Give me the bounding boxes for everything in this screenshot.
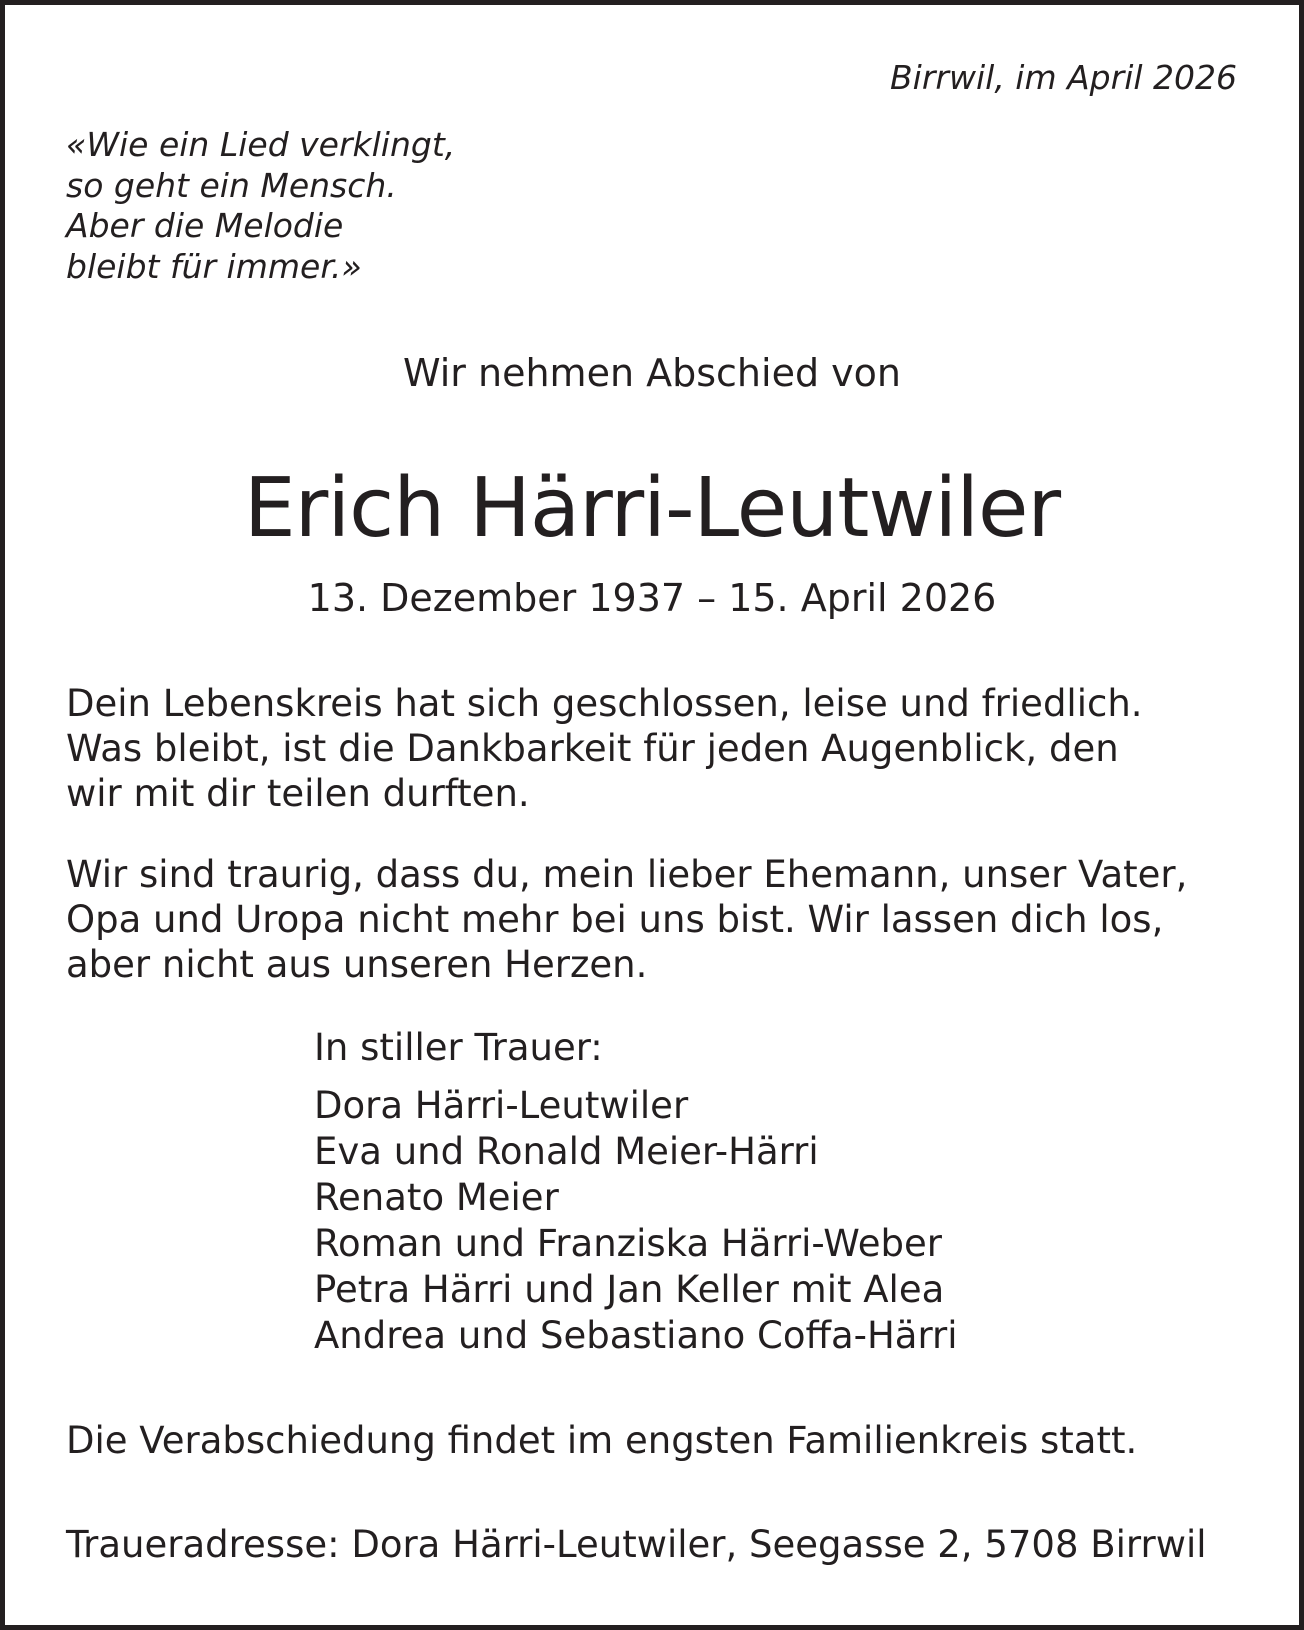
life-dates: 13. Dezember 1937 – 15. April 2026: [307, 576, 997, 620]
place-date: Birrwil, im April 2026: [890, 58, 1237, 97]
farewell-note: Die Verabschiedung findet im engsten Familienkreis statt.: [66, 1419, 1138, 1462]
paragraph-line: Opa und Uropa nicht mehr bei uns bist. Wir lassen dich los,: [66, 898, 1164, 941]
mourner-name: Renato Meier: [314, 1176, 559, 1219]
paragraph-life-circle: [66, 681, 1143, 816]
paragraph-line: wir mit dir teilen durften.: [66, 772, 530, 815]
mourner-name: Eva und Ronald Meier-Härri: [314, 1130, 819, 1173]
mourning-address: Traueradresse: Dora Härri-Leutwiler, Seegasse 2, 5708 Birrwil: [66, 1523, 1207, 1566]
mourner-name: Roman und Franziska Härri-Weber: [314, 1222, 942, 1265]
mourner-name: Andrea und Sebastiano Coffa-Härri: [314, 1314, 958, 1357]
paragraph-line: aber nicht aus unseren Herzen.: [66, 943, 648, 986]
paragraph-line: Dein Lebenskreis hat sich geschlossen, leise und friedlich.: [66, 682, 1143, 725]
mourner-name: Dora Härri-Leutwiler: [314, 1084, 689, 1127]
paragraph-sadness: [66, 852, 1187, 987]
quote-line: bleibt für immer.»: [66, 246, 362, 286]
quote-line: Aber die Melodie: [66, 206, 344, 245]
mourner-name: Petra Härri und Jan Keller mit Alea: [314, 1268, 945, 1311]
mourners-list: [314, 1083, 958, 1359]
memorial-quote: [66, 125, 455, 287]
quote-line: so geht ein Mensch.: [66, 165, 397, 205]
mourners-heading: In stiller Trauer:: [314, 1026, 603, 1069]
paragraph-line: Wir sind traurig, dass du, mein lieber Ehemann, unser Vater,: [66, 853, 1188, 896]
paragraph-line: Was bleibt, ist die Dankbarkeit für jeden Augenblick, den: [66, 727, 1119, 770]
deceased-name: Erich Härri-Leutwiler: [243, 461, 1061, 556]
farewell-intro: Wir nehmen Abschied von: [403, 351, 901, 395]
quote-line: «Wie ein Lied verklingt,: [66, 125, 456, 164]
